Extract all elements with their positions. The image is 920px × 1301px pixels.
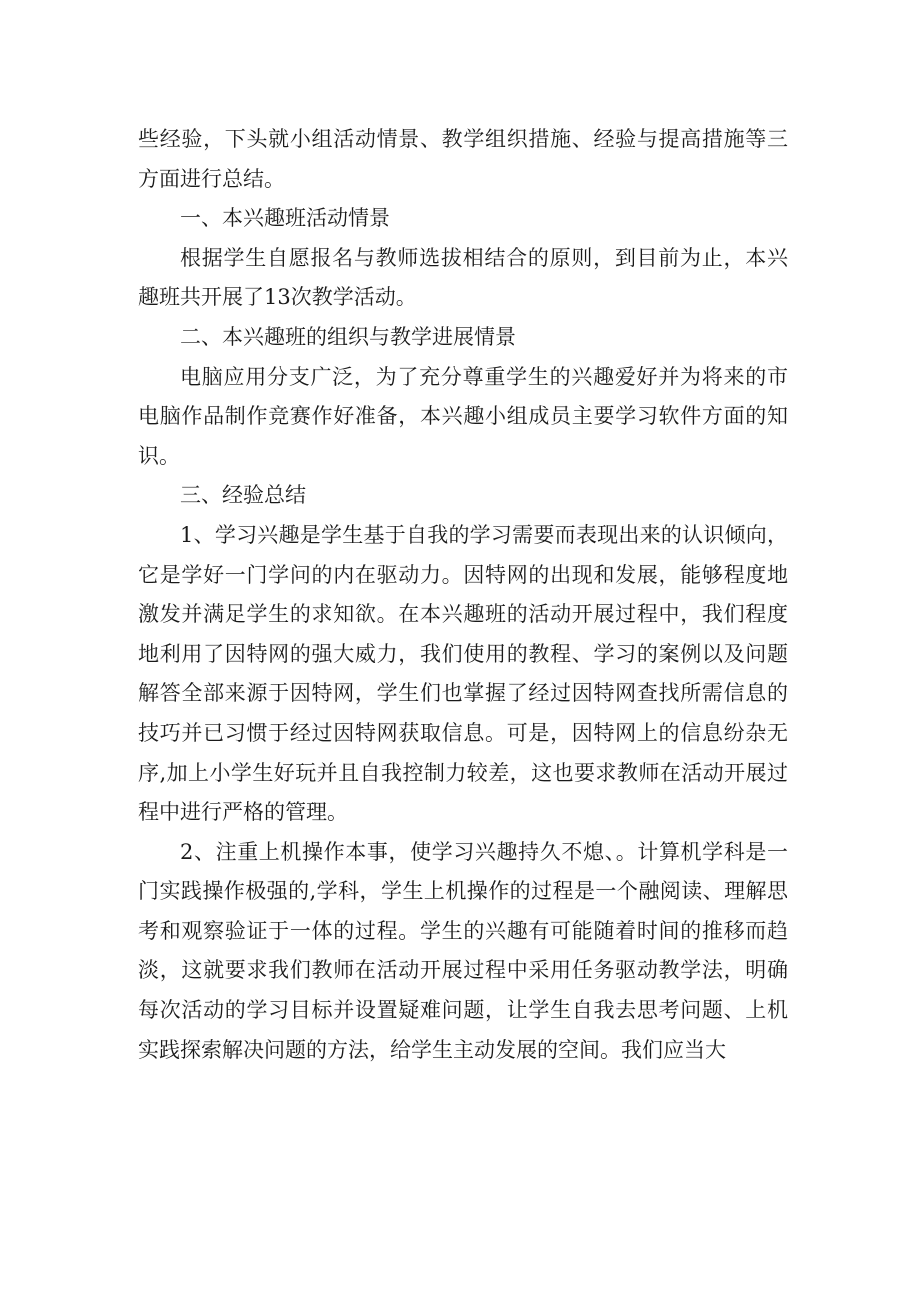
paragraph-organization: 电脑应用分支广泛，为了充分尊重学生的兴趣爱好并为将来的市电脑作品制作竞赛作好准备，本兴趣小组成员主要学习软件方面的知识。 (138, 364, 788, 468)
paragraph-experience-1: 1、学习兴趣是学生基于自我的学习需要而表现出来的认识倾向，它是学好一门学问的内在驱动力。因特网的出现和发展，能够程度地激发并满足学生的求知欲。在本兴趣班的活动开展过程中，我们程度地利用了因特网的强大威力，我们使用的教程、学习的案例以及问题解答全部来源于因特网，学生们也掌握了经过因特网查找所需信息的技巧并已习惯于经过因特网获取信息。可是，因特网上的信息纷杂无序,加上小学生好玩并且自我控制力较差，这也要求教师在活动开展过程中进行严格的管理。 (138, 522, 788, 825)
section-heading-2: 二、本兴趣班的组织与教学进展情景 (180, 324, 516, 349)
paragraph-continuation: 些经验，下头就小组活动情景、教学组织措施、经验与提高措施等三方面进行总结。 (138, 127, 788, 191)
document-body (138, 120, 788, 1070)
paragraph-activity-overview: 根据学生自愿报名与教师选拔相结合的原则，到目前为止，本兴趣班共开展了13次教学活动。 (138, 245, 788, 310)
section-heading-1: 一、本兴趣班活动情景 (180, 206, 390, 231)
paragraph-experience-2: 2、注重上机操作本事，使学习兴趣持久不熄、。计算机学科是一门实践操作极强的,学科，学生上机操作的过程是一个融阅读、理解思考和观察验证于一体的过程。学生的兴趣有可能随着时间的推移而趋淡，这就要求我们教师在活动开展过程中采用任务驱动教学法，明确每次活动的学习目标并设置疑难问题，让学生自我去思考问题、上机实践探索解决问题的方法，给学生主动发展的空间。我们应当大 (138, 839, 788, 1062)
section-heading-3: 三、经验总结 (180, 483, 306, 508)
